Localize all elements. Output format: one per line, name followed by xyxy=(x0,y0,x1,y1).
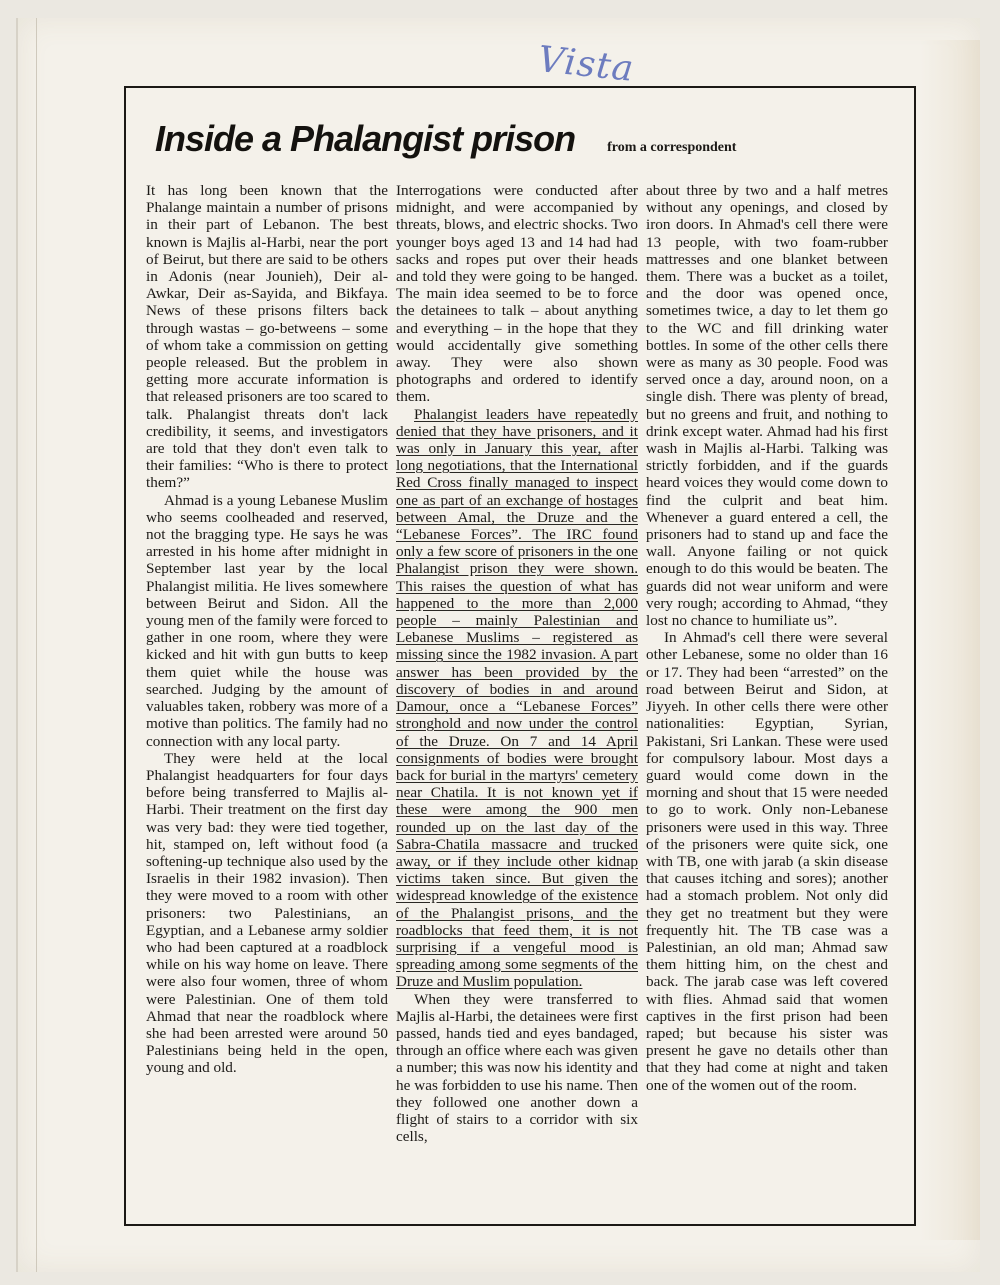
fold-line xyxy=(36,18,37,1272)
handwritten-note: Vista xyxy=(536,39,637,90)
paragraph: It has long been known that the Phalange maintain a number of prisons in their part of Lebanon. The best known is Majlis al-Harbi, near the port of Beirut, but there are said to be others in Adonis (near Jounieh), Deir al-Awkar, Deir as-Sayida, and Bikfaya. News of these prisons filters back through wastas – go-betweens – some of whom take a commission on getting people released. But the problem in getting more accurate information is that released prisoners are too scared to talk. Phalangist threats don't lack credibility, it seems, and investigators are told that they don't even talk to their families: “Who is there to protect them?” xyxy=(146,182,388,492)
paragraph: When they were transferred to Majlis al-Harbi, the detainees were first passed, hands tied and eyes bandaged, through an office where each was given a number; this was now his identity and he was forbidden to use his name. Then they followed one another down a flight of stairs to a corridor with six cells, xyxy=(396,990,638,1146)
article-headline: Inside a Phalangist prison xyxy=(155,118,576,159)
article-column-1 xyxy=(146,182,388,1212)
paragraph: In Ahmad's cell there were several other Lebanese, some no older than 16 or 17. They had been “arrested” on the road between Beirut and Sidon, at Jiyyeh. In other cells there were other nationalities: Egyptian, Syrian, Pakistani, Sri Lankan. These were used for compulsory labour. Most days a guard would come down in the morning and shout that 15 were needed to go to work. Only non-Lebanese prisoners were used in this way. Three of the prisoners were quite sick, one with TB, one with jarab (a skin disease that causes itching and sores); another had a stomach problem. Not only did they get no treatment but they were frequently hit. The TB case was a Palestinian, an old man; Ahmad saw them hitting him, on the chest and back. The jarab case was left covered with flies. Ahmad said that women captives in the first prison had been raped; but because his sister was present he gave no details other than that they had come at night and taken one of the women out of the room. xyxy=(646,629,888,1094)
paragraph-underlined: Phalangist leaders have repeatedly denied that they have prisoners, and it was only in January this year, after long negotiations, that the International Red Cross finally managed to inspect one as part of an exchange of hostages between Amal, the Druze and the “Lebanese Forces”. The IRC found only a few score of prisoners in the one Phalangist prison they were shown. This raises the question of what has happened to the more than 2,000 people – mainly Palestinian and Lebanese Muslims – registered as missing since the 1982 invasion. A part answer has been provided by the discovery of bodies in and around Damour, once a “Lebanese Forces” stronghold and now under the control of the Druze. On 7 and 14 April consignments of bodies were brought back for burial in the martyrs' cemetery near Chatila. It is not known yet if these were among the 900 men rounded up on the last day of the Sabra-Chatila massacre and trucked away, or if they include other kidnap victims taken since. But given the widespread knowledge of the existence of the Phalangist prisons, and the roadblocks that feed them, it is not surprising if a vengeful mood is spreading among some segments of the Druze and Muslim population. xyxy=(396,405,638,991)
paragraph: They were held at the local Phalangist headquarters for four days before being transferred to Majlis al-Harbi. Their treatment on the first day was very bad: they were tied together, hit, stamped on, left without food (a softening-up technique also used by the Israelis in their 1982 invasion). Then they were moved to a room with other prisoners: two Palestinians, an Egyptian, and a Lebanese army soldier who had been captured at a roadblock while on his way home on leave. There were also four women, three of whom were Palestinian. One of them told Ahmad that near the roadblock where she had been arrested were around 50 Palestinians being held in the open, young and old. xyxy=(146,749,388,1077)
article-column-2 xyxy=(396,182,638,1212)
paragraph: Ahmad is a young Lebanese Muslim who seems coolheaded and reserved, not the bragging type. He says he was arrested in his home after midnight in September last year by the local Phalangist militia. He lives somewhere between Beirut and Sidon. All the young men of the family were forced to gather in one room, where they were kicked and hit with gun butts to keep them quiet while the house was searched. Judging by the amount of valuables taken, robbery was more of a motive than politics. The family had no connection with any local party. xyxy=(146,491,388,750)
paragraph: Interrogations were conducted after midnight, and were accompanied by threats, blows, and electric shocks. Two younger boys aged 13 and 14 had had sacks and ropes put over their heads and told they were going to be hanged. The main idea seemed to be to force the detainees to talk – about anything and everything – in the hope that they would accidentally give something away. They were also shown photographs and ordered to identify them. xyxy=(396,182,638,406)
article-byline: from a correspondent xyxy=(607,140,737,155)
headline-row xyxy=(155,118,895,168)
paragraph: about three by two and a half metres without any openings, and closed by iron doors. In Ahmad's cell there were 13 people, with two foam-rubber mattresses and one blanket between them. There was a bucket as a toilet, and the door was opened once, sometimes twice, a day to let them go to the WC and fill drinking water bottles. In some of the other cells there were as many as 30 people. Food was served once a day, around noon, on a single dish. There was plenty of bread, but no greens and fruit, and nothing to drink except water. Ahmad had his first wash in Majlis al-Harbi. Talking was strictly forbidden, and if the guards heard voices they would come down to find the culprit and beat him. Whenever a guard entered a cell, the prisoners had to stand up and face the wall. Anyone failing or not quick enough to do this would be beaten. The guards did not wear uniform and were very rough; according to Ahmad, “they lost no chance to humiliate us”. xyxy=(646,182,888,630)
paper-stain xyxy=(920,40,980,1240)
article-column-3 xyxy=(646,182,888,1212)
